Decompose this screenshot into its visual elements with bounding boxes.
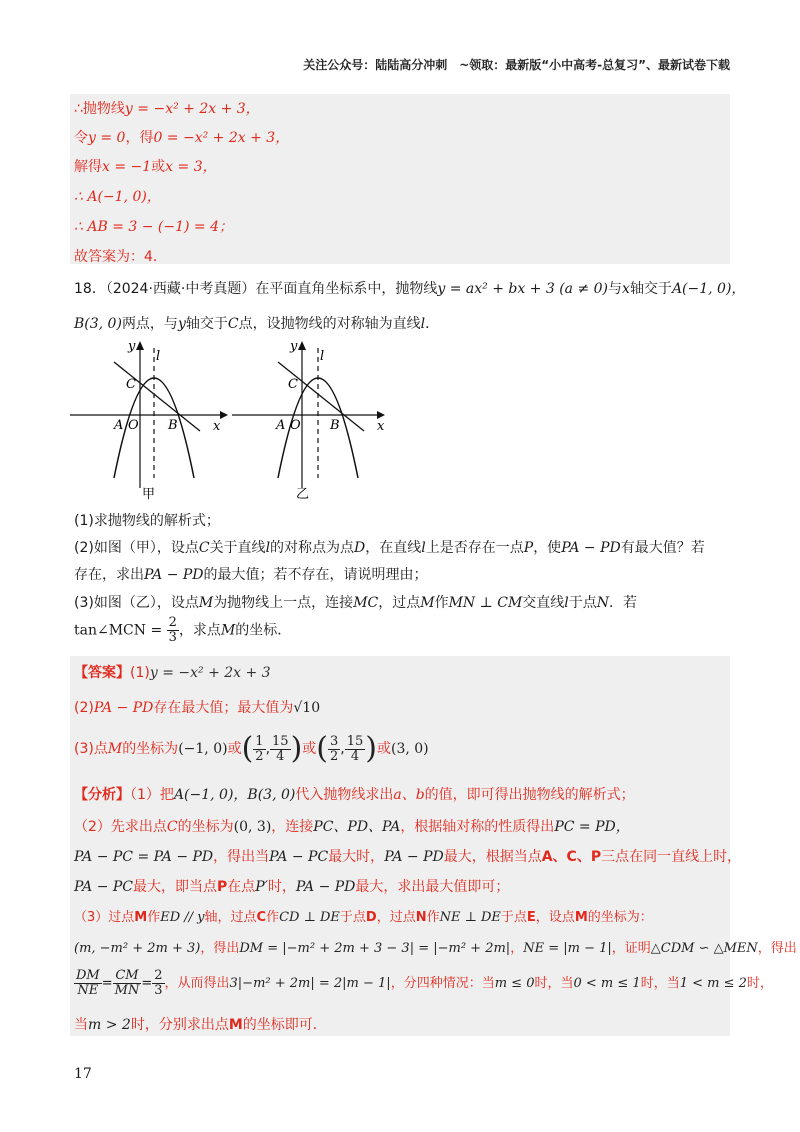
line-cb [114,362,200,431]
formula: B(3, 0) [74,316,122,332]
formula: PC、PD、PA [313,819,401,835]
formula: A(−1, 0)， [671,281,746,297]
answer-line-2 [74,697,320,717]
text: 或 [227,741,242,757]
formula: MC [353,595,379,611]
label-x: x [377,419,385,434]
text: 的坐标即可． [242,1017,327,1033]
text: 代入抛物线求出 [295,787,394,803]
text: (3)点 [74,741,108,757]
formula: C [198,540,210,556]
text: 最大，即当点 [133,879,218,895]
text: 时，当 [640,976,680,991]
text: 于点 [339,910,366,925]
formula: DM = |−m² + 2m + 3 − 3| = |−m² + 2m| [239,941,511,956]
formula: NE ⊥ DE [439,910,501,925]
analysis-line-8 [74,1014,327,1034]
label-b: B [330,418,340,433]
text: ，得出 [757,941,797,956]
text: 于点 [568,595,597,611]
text: 的坐标为： [587,910,653,925]
formula: C [227,316,239,332]
text: 上是否存在一点 [425,540,524,556]
text: 的坐标为 [122,741,179,757]
formula: PA − PD [295,879,356,895]
formula: N [596,595,610,611]
text: 令 [74,130,88,146]
text: N [415,910,427,925]
denominator: 2 [255,748,264,764]
text: 时， [746,976,773,991]
formula: y = ax² + bx + 3 (a ≠ 0) [437,281,609,297]
prev-line-5: ∴ AB = 3 − (−1) = 4； [74,219,234,235]
label-y: y [290,339,298,354]
label-c: C [126,377,136,392]
text: 的坐标为 [177,819,234,835]
formula: m > 2 [88,1017,131,1033]
figure-jia [70,338,230,503]
problem-line-2 [74,313,439,333]
fraction [152,969,164,998]
text: 两点，与 [121,316,178,332]
label-b: B [168,418,178,433]
formula: PA − PD [93,700,154,716]
text: 解得 [74,159,102,175]
formula: tan∠MCN = [74,622,163,639]
text: 作 [147,910,161,925]
text: 轴交于 [629,281,672,297]
prev-line-2 [74,127,289,147]
formula: PA − PC [74,879,134,895]
formula: C [166,819,178,835]
denominator: 4 [276,748,285,764]
text: 最大，求出最大值即可； [355,879,510,895]
text: （3）过点 [74,910,135,925]
formula: MN ⊥ CM [448,595,523,611]
text: C [256,910,267,925]
formula: l [564,595,569,611]
y-arrow [298,341,306,350]
formula: l [421,540,426,556]
formula: 0 < m ≤ 1 [573,976,641,991]
text: 的值，即可得出抛物线的解析式； [424,787,635,803]
point-3: ( $\frac{3}{2}$ , $\frac{15}{4}$ ) [316,731,377,766]
text: 或 [151,159,166,175]
label-a: A [114,418,124,433]
label-y: y [128,339,136,354]
analysis-line-5 [74,906,653,925]
text: ，连接 [271,819,314,835]
ratio-equation: $\frac{DM}{NE}$ = $\frac{CM}{MN}$ = $\frac{2}{3}$ [76,968,163,998]
analysis-line-2 [74,816,630,836]
text: 三点在同一直线上时， [601,849,742,865]
analysis-line-1 [74,784,635,804]
text: ，使 [533,540,562,556]
figure-yi [232,338,397,503]
text: E [526,910,536,925]
answer-tag: 【答案】 [74,665,130,681]
text: ， [510,941,524,956]
label-o: O [290,418,301,433]
question-2-line-2 [74,564,428,584]
formula: P [523,540,534,556]
text: 交直线 [522,595,565,611]
formula: M [420,595,435,611]
text: 点，设抛物线的对称轴为直线 [238,316,421,332]
text: 轴，过点 [204,910,257,925]
analysis-line-4 [74,876,509,896]
text: （1）把 [130,787,174,803]
text: 或 [302,741,317,757]
question-3-line-2 [74,616,291,645]
numerator: 1 [255,733,264,749]
text: 轴交于 [185,316,228,332]
text: ，从而得出 [164,976,230,991]
formula: P′ [255,879,268,895]
formula: 1 < m ≤ 2 [679,976,747,991]
text: 在点 [227,879,256,895]
numerator: CM [113,969,142,984]
formula: PA − PC = PA − PD [74,849,214,865]
text: ，分四种情况：当 [390,976,495,991]
formula: y = 0 [88,130,126,146]
formula: PA − PD [144,567,204,583]
formula: PC = PD， [554,819,630,835]
x-arrow [377,411,385,419]
prev-solution-block [70,94,730,264]
prev-line-3 [74,156,217,176]
text: ，设点 [535,910,575,925]
label-l: l [320,349,325,364]
text: M [134,910,148,925]
text: ，过点 [378,595,421,611]
formula: M [107,741,123,757]
formula: CD ⊥ DE [279,910,340,925]
text: 存在最大值；最大值为 [153,700,294,716]
analysis-tag: 【分析】 [74,787,130,803]
label-a: A [276,418,286,433]
text: 关于直线 [209,540,266,556]
formula: 0 = −x² + 2x + 3， [153,130,290,146]
text: 有最大值？若 [620,540,705,556]
text: ． [425,316,440,332]
formula: A(−1, 0)， [173,787,248,803]
formula: ED // y [160,910,205,925]
question-1: (1)求抛物线的解析式； [74,513,220,529]
formula: x = −1 [102,159,152,175]
text: ，求点 [178,622,221,639]
fraction [74,969,102,998]
answer-line-3 [74,728,429,770]
text: 最大，根据当点 [443,849,542,865]
caption-yi: 乙 [296,487,310,502]
formula: (0, 3) [233,819,272,835]
fraction [345,735,366,764]
text: 最大时， [328,849,385,865]
formula: m ≤ 0 [494,976,535,991]
denominator: NE [77,983,99,998]
text: ，根据轴对称的性质得出 [400,819,555,835]
text: (3)如图（乙），设点 [74,595,199,611]
question-3-line-1 [74,592,637,612]
page-header: 关注公众号：陆陆高分冲刺 ~领取：最新版“小中高考-总复习”、最新试卷下载 [303,58,730,72]
numerator: DM [76,968,100,983]
text: ，得出 [200,941,240,956]
text: (2)如图（甲），设点 [74,540,199,556]
fraction [270,735,291,764]
formula: (m, −m² + 2m + 3) [74,941,201,956]
fraction [167,616,179,645]
formula: l [420,316,426,332]
point-1: (−1, 0) [178,741,228,757]
denominator: 3 [154,983,163,998]
numerator: 2 [168,615,177,630]
text: 作 [434,595,449,611]
text: 时，分别求出点 [130,1017,229,1033]
text: ，得 [125,130,154,146]
fraction [113,969,142,998]
text: ，得出当 [213,849,270,865]
analysis-line-6 [74,937,797,956]
label-x: x [213,419,221,434]
text: 的对称点为点 [270,540,355,556]
page-number: 17 [74,1066,92,1082]
fraction [328,735,340,764]
text: (1) [130,665,150,681]
denominator: 2 [330,748,339,764]
prev-line-4: ∴ A(−1, 0)， [74,189,161,205]
formula: M [198,595,214,611]
denominator: MN [114,983,140,998]
text: 时，当 [534,976,574,991]
answer-line-1 [74,662,271,682]
numerator: 15 [346,733,364,749]
question-2-line-1 [74,537,705,557]
text: 存在，求出 [74,567,144,583]
text: (2) [74,700,94,716]
formula: D [354,540,366,556]
text: M [574,910,588,925]
prev-line-6: 故答案为：4． [74,249,167,265]
point-2: ( $\frac{1}{2}$ , $\frac{15}{4}$ ) [241,731,303,766]
formula: B(3, 0) [247,787,296,803]
text: 时， [267,879,296,895]
formula: y = −x² + 2x + 3 [149,665,271,681]
text: 或 [377,741,391,757]
formula: △CDM ∽ △MEN [650,941,758,956]
x-arrow [220,411,228,419]
point-4: (3, 0) [391,741,429,757]
formula: x = 3， [165,159,217,175]
text: 18．（2024·西藏·中考真题）在平面直角坐标系中，抛物线 [74,281,438,297]
formula: √10 [293,700,321,716]
formula: PA − PD [561,540,621,556]
text: 与 [608,281,623,297]
text: A、C、P [541,849,602,865]
text: 作 [426,910,440,925]
text: ，在直线 [365,540,422,556]
text: 的坐标． [235,622,292,639]
text: D [365,910,377,925]
denominator: 4 [350,748,360,764]
text: ，过点 [376,910,416,925]
formula: y [177,316,186,332]
text: ，证明 [611,941,651,956]
formula: PA − PC [269,849,329,865]
text: 作 [266,910,280,925]
fraction [253,735,265,764]
formula: 3|−m² + 2m| = 2|m − 1| [229,976,391,991]
text: 的最大值；若不存在，请说明理由； [203,567,428,583]
formula: y = −x² + 2x + 3， [124,101,260,117]
y-arrow [136,341,144,350]
text: 于点 [500,910,527,925]
formula: NE = |m − 1| [523,941,612,956]
analysis-line-7 [74,966,773,1002]
text: ∴抛物线 [74,101,125,117]
text: ．若 [609,595,638,611]
prev-line-1 [74,98,260,118]
text: （2）先求出点 [74,819,167,835]
text: M [228,1017,243,1033]
formula: M [220,622,236,639]
analysis-line-3 [74,846,741,866]
label-l: l [156,349,161,364]
numerator: 2 [154,968,163,983]
text: 为抛物线上一点，连接 [213,595,354,611]
formula: l [265,540,271,556]
formula: PA − PD [384,849,444,865]
label-c: C [288,377,298,392]
problem-line-1 [74,278,745,298]
numerator: 15 [272,733,289,749]
denominator: 3 [168,630,177,645]
numerator: 3 [330,733,339,749]
label-o: O [128,418,139,433]
text: P [217,879,228,895]
caption-jia: 甲 [142,487,156,502]
text: 当 [74,1017,88,1033]
formula: x [622,281,630,297]
formula: a、b [393,787,425,803]
